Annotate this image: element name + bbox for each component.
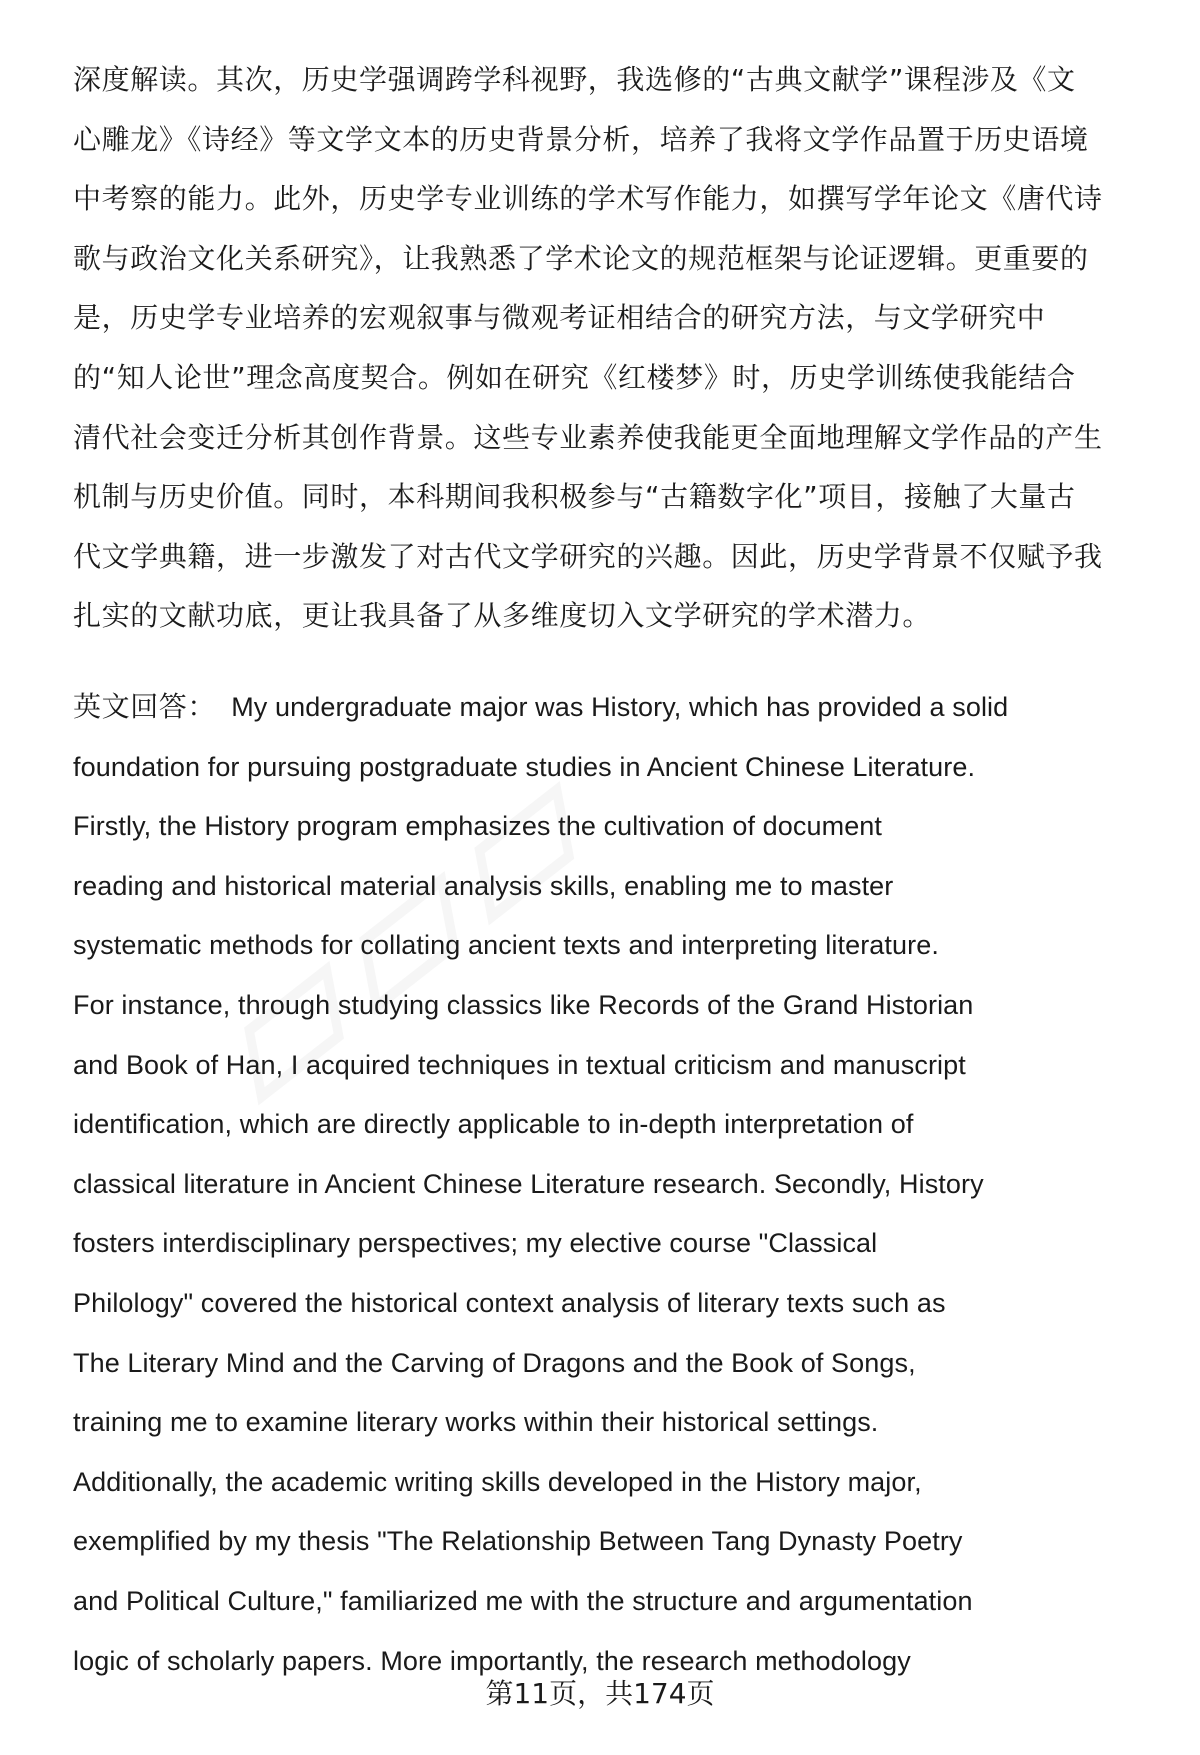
english-line: Additionally, the academic writing skills developed in the History major, — [73, 1466, 922, 1497]
chinese-line: 歌与政治文化关系研究》，让我熟悉了学术论文的规范框架与论证逻辑。更重要的 — [73, 241, 1089, 275]
chinese-line: 的“知人论世”理念高度契合。例如在研究《红楼梦》时，历史学训练使我能结合 — [73, 361, 1076, 394]
english-line-text: My undergraduate major was History, which has provided a solid — [231, 692, 1009, 722]
page-number-footer: 第11页，共174页 — [485, 1677, 715, 1710]
chinese-line: 代文学典籍，进一步激发了对古代文学研究的兴趣。因此，历史学背景不仅赋予我 — [73, 539, 1103, 573]
english-line: and Book of Han, I acquired techniques in textual criticism and manuscript — [73, 1049, 966, 1080]
english-line: and Political Culture," familiarized me with the structure and argumentation — [73, 1586, 973, 1616]
english-line: classical literature in Ancient Chinese Literature research. Secondly, History — [73, 1168, 984, 1199]
chinese-line: 机制与历史价值。同时，本科期间我积极参与“古籍数字化”项目，接触了大量古 — [73, 480, 1076, 514]
english-answer-label: 英文回答： — [73, 691, 217, 722]
english-line — [73, 687, 1008, 727]
english-line: training me to examine literary works within their historical settings. — [73, 1407, 879, 1438]
english-line: foundation for pursuing postgraduate studies in Ancient Chinese Literature. — [73, 751, 976, 782]
chinese-line: 深度解读。其次，历史学强调跨学科视野，我选修的“古典文献学”课程涉及《文 — [73, 63, 1076, 96]
chinese-line: 扎实的文献功底，更让我具备了从多维度切入文学研究的学术潜力。 — [73, 599, 932, 633]
english-line: reading and historical material analysis skills, enabling me to master — [73, 870, 894, 901]
english-line: Philology" covered the historical context analysis of literary texts such as — [73, 1288, 946, 1318]
english-line: fosters interdisciplinary perspectives; my elective course "Classical — [73, 1228, 878, 1259]
chinese-line: 清代社会变迁分析其创作背景。这些专业素养使我能更全面地理解文学作品的产生 — [73, 420, 1103, 454]
chinese-line: 中考察的能力。此外，历史学专业训练的学术写作能力，如撰写学年论文《唐代诗 — [73, 182, 1103, 216]
english-line: exemplified by my thesis "The Relationship Between Tang Dynasty Poetry — [73, 1526, 963, 1557]
english-line: For instance, through studying classics like Records of the Grand Historian — [73, 990, 974, 1020]
english-line: identification, which are directly applicable to in-depth interpretation of — [73, 1109, 914, 1140]
chinese-line: 心雕龙》《诗经》等文学文本的历史背景分析，培养了我将文学作品置于历史语境 — [73, 122, 1089, 156]
chinese-line: 是，历史学专业培养的宏观叙事与微观考证相结合的研究方法，与文学研究中 — [73, 301, 1046, 335]
english-line: The Literary Mind and the Carving of Dragons and the Book of Songs, — [73, 1347, 916, 1378]
english-line: Firstly, the History program emphasizes the cultivation of document — [73, 811, 883, 842]
english-line: systematic methods for collating ancient texts and interpreting literature. — [73, 930, 939, 961]
english-line: logic of scholarly papers. More importantly, the research methodology — [73, 1645, 911, 1676]
